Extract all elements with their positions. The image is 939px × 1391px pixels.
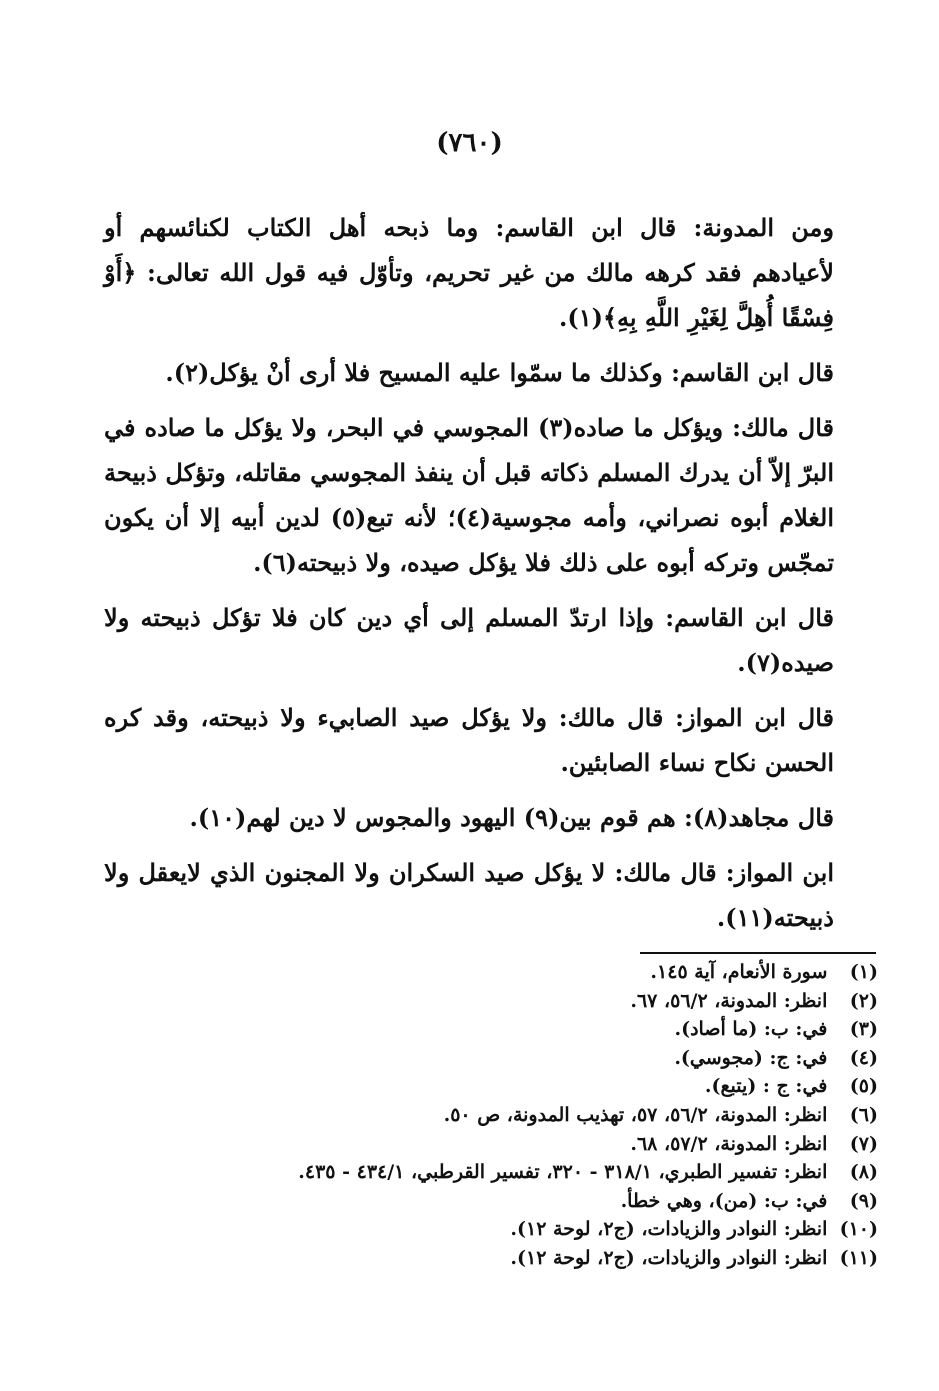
footnote	[104, 987, 878, 1016]
paragraph: قال ابن القاسم: وكذلك ما سمّوا عليه المسيح فلا أرى أنْ يؤكل(٢).	[165, 358, 834, 387]
footnote-separator	[640, 952, 876, 954]
page-number: (٧٦٠)	[436, 128, 503, 158]
paragraph: قال مالك: ويؤكل ما صاده(٣) المجوسي في البحر، ولا يؤكل ما صاده في البرّ إلاّ أن يدرك المسلم ذكاته قبل أن ينفذ المجوسي مقاتله، وتؤكل ذبيحة الغلام أبوه نصراني، وأمه مجوسية(٤)؛ لأنه تبع(٥) لدين أبيه إلا أن يكون تمجّس وتركه أبوه على ذلك فلا يؤكل صيده، ولا ذبيحته(٦).	[104, 413, 834, 577]
footnote-text: في: ج: (مجوسي).	[674, 1046, 828, 1069]
footnote	[104, 1072, 878, 1101]
footnote-number: (١)	[849, 961, 878, 983]
paragraph: ابن المواز: قال مالك: لا يؤكل صيد السكران ولا المجنون الذي لايعقل ولا ذبيحته(١١).	[104, 858, 834, 932]
footnote	[104, 1015, 878, 1044]
footnotes-list	[104, 958, 878, 1273]
footnote-text: انظر: النوادر والزيادات، (ج٢، لوحة ١٢).	[510, 1246, 828, 1269]
footnote	[104, 1187, 878, 1216]
footnote	[104, 1215, 878, 1244]
body-text	[104, 205, 834, 950]
footnote-number: (٤)	[849, 1046, 878, 1069]
footnote-text: انظر: المدونة، ٥٧/٢، ٦٨.	[630, 1132, 828, 1155]
footnote-number: (٧)	[849, 1132, 878, 1155]
footnote-number: (٨)	[849, 1161, 878, 1184]
paragraph: قال ابن القاسم: وإذا ارتدّ المسلم إلى أي دين كان فلا تؤكل ذبيحته ولا صيده(٧).	[104, 603, 834, 677]
footnote	[104, 1044, 878, 1073]
footnote-text: انظر: تفسير الطبري، ٣١٨/١ - ٣٢٠، تفسير القرطبي، ٤٣٤/١ - ٤٣٥.	[298, 1161, 828, 1184]
footnote-text: في: ب: (ما أصاد).	[674, 1018, 828, 1041]
footnote-number: (٩)	[849, 1189, 878, 1212]
footnote	[104, 958, 878, 987]
footnote	[104, 1158, 878, 1187]
footnote-number: (١١)	[839, 1246, 878, 1269]
paragraph: قال ابن المواز: قال مالك: ولا يؤكل صيد الصابيء ولا ذبيحته، وقد كره الحسن نكاح نساء الصابئين.	[104, 703, 834, 777]
footnote-text: في: ب: (من)، وهي خطأ.	[620, 1189, 828, 1212]
footnote-text: سورة الأنعام، آية ١٤٥.	[650, 961, 828, 983]
footnote-number: (١٠)	[839, 1218, 878, 1241]
paragraph: قال مجاهد(٨): هم قوم بين(٩) اليهود والمجوس لا دين لهم(١٠).	[189, 803, 834, 832]
footnote	[104, 1101, 878, 1130]
footnote-number: (٢)	[849, 989, 878, 1012]
footnote-text: انظر: المدونة، ٥٦/٢، ٥٧، تهذيب المدونة، ص ٥٠.	[443, 1103, 828, 1126]
footnote	[104, 1130, 878, 1159]
paragraph: ومن المدونة: قال ابن القاسم: وما ذبحه أهل الكتاب لكنائسهم أو لأعيادهم فقد كرهه مالك من غير تحريم، وتأوّل فيه قول الله تعالى: ﴿أَوْ فِسْقًا أُهِلَّ لِغَيْرِ اللَّهِ بِهِ﴾(١).	[104, 213, 834, 332]
footnote-text: انظر: المدونة، ٥٦/٢، ٦٧.	[630, 989, 828, 1012]
footnote-number: (٦)	[849, 1103, 878, 1126]
footnote-number: (٣)	[849, 1018, 878, 1041]
footnote	[104, 1244, 878, 1273]
footnote-number: (٥)	[849, 1075, 878, 1098]
footnote-text: انظر: النوادر والزيادات، (ج٢، لوحة ١٢).	[510, 1218, 828, 1241]
footnote-text: في: ج : (يتبع).	[704, 1075, 828, 1098]
